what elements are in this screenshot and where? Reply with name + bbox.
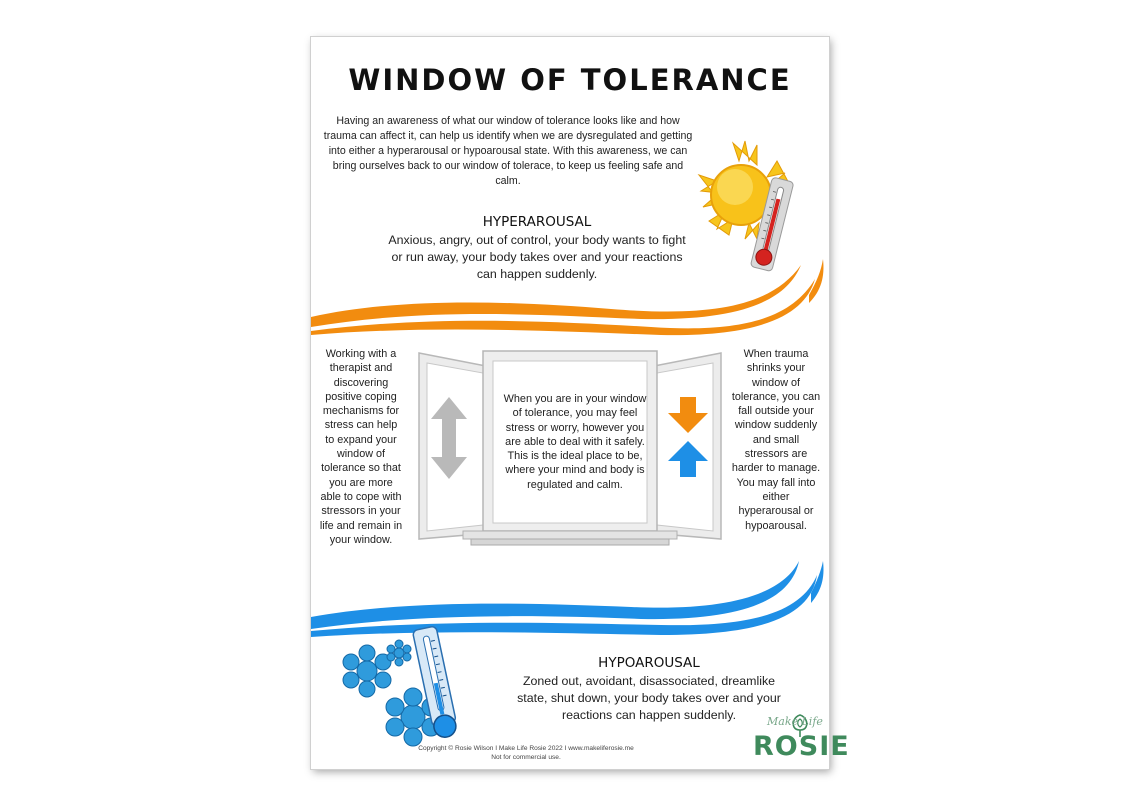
- hypoarousal-text: Zoned out, avoidant, disassociated, dreamlike state, shut down, your body takes over and your reactions can happen suddenly.: [517, 674, 781, 722]
- arrow-up-icon: [668, 441, 708, 477]
- hyperarousal-wave: [311, 255, 829, 335]
- left-note: Working with a therapist and discovering positive coping mechanisms for stress can help to expand your window of tolerance so that you are more able to cope with stressors in your life and remain in your window.: [319, 348, 403, 546]
- logo-script-text: Make Life: [767, 715, 823, 728]
- copyright: [401, 744, 651, 762]
- copyright-line-2: Not for commercial use.: [491, 754, 561, 761]
- hyperarousal-text: Anxious, angry, out of control, your body wants to fight or run away, your body takes over and your reactions can happen suddenly.: [388, 233, 686, 281]
- logo-wordmark: ROSIE: [753, 731, 850, 762]
- snowflake-thermometer-icon: [341, 619, 481, 749]
- arrow-down-icon: [668, 397, 708, 433]
- intro-paragraph: Having an awareness of what our window of tolerance looks like and how trauma can affect it, can help us identify when we are dysregulated and getting into either a hyperarousal or hypoarousal state. With this awareness, we can bring ourselves back to our window of tolerace, to keep us feeling safe and calm.: [323, 115, 693, 187]
- hyperarousal-heading: HYPERAROUSAL: [482, 214, 592, 230]
- right-note: When trauma shrinks your window of tolerance, you can fall outside your window suddenly and small stressors are harder to manage. You may fall into either hyperarousal or hypoarousal.: [731, 348, 821, 532]
- worksheet-page: [311, 37, 850, 769]
- copyright-line-1: Copyright © Rosie Wilson I Make Life Rosie 2022 I www.makeliferosie.me: [418, 745, 634, 752]
- center-note: When you are in your window of tolerance, you may feel stress or worry, however you are able to deal with it safely. This is the ideal place to be, where your mind and body is regulated and calm.: [503, 393, 647, 491]
- page-title: WINDOW OF TOLERANCE: [348, 63, 792, 97]
- double-arrow-icon: [431, 397, 467, 479]
- hypoarousal-heading: HYPOAROUSAL: [598, 655, 700, 671]
